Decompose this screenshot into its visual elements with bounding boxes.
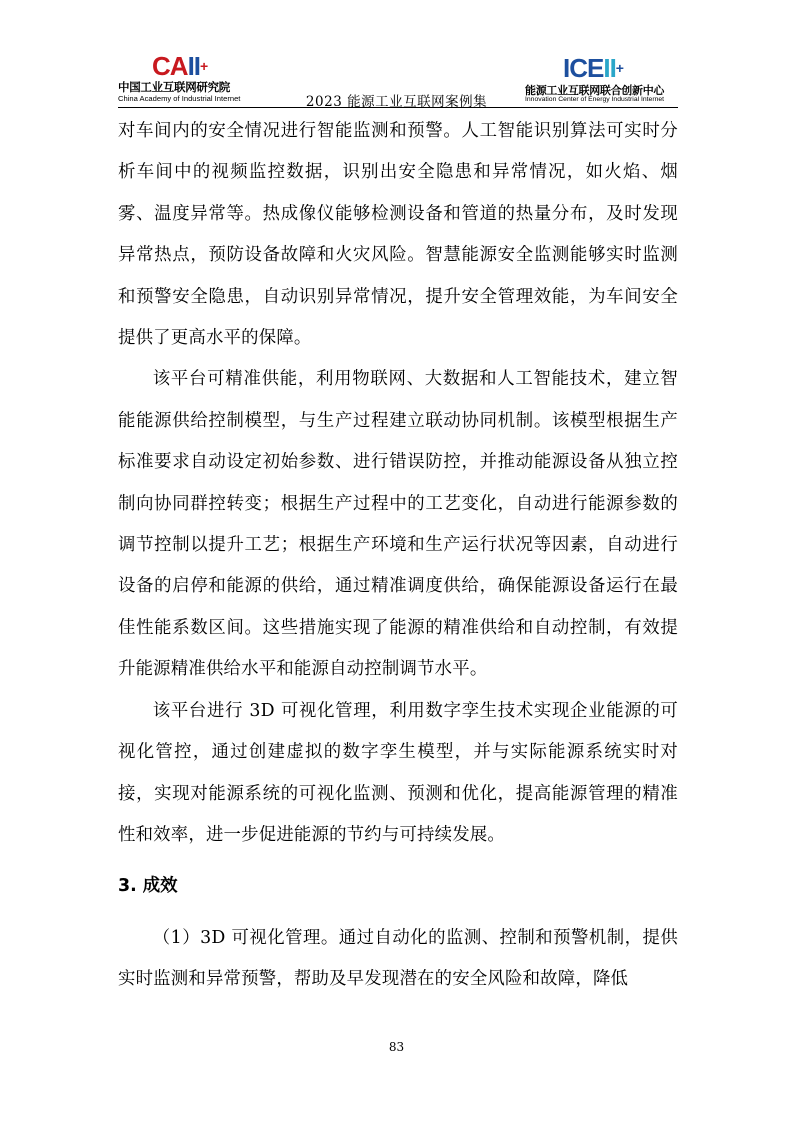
page-header	[0, 0, 793, 110]
caii-logo-plus: +	[200, 58, 208, 74]
caii-logo-mark-b: II	[187, 51, 201, 81]
section-heading-results: 3. 成效	[118, 876, 178, 897]
paragraph-safety-monitoring: 对车间内的安全情况进行智能监测和预警。人工智能识别算法可实时分析车间中的视频监控数据，识别出安全隐患和异常情况，如火焰、烟雾、温度异常等。热成像仪能够检测设备和管道的热量分布，及时发现异常热点，预防设备故障和火灾风险。智慧能源安全监测能够实时监测和预警安全隐患，自动识别异常情况，提升安全管理效能，为车间安全提供了更高水平的保障。	[118, 121, 678, 349]
page-number: 83	[388, 1040, 405, 1054]
iceii-logo-plus: +	[615, 60, 623, 76]
iceii-logo-en: Innovation Center of Energy Industrial Internet	[525, 96, 665, 103]
paragraph-3d-visualization: 该平台进行 3D 可视化管理，利用数字孪生技术实现企业能源的可视化管控，通过创建虚拟的数字孪生模型，并与实际能源系统实时对接，实现对能源系统的可视化监测、预测和优化，提高能源管理的精准性和效率，进一步促进能源的节约与可持续发展。	[118, 700, 678, 845]
caii-logo-en: China Academy of Industrial Internet	[118, 94, 241, 103]
iceii-logo-mark-a: ICE	[563, 53, 604, 83]
caii-logo-cn: 中国工业互联网研究院	[118, 80, 230, 94]
header-divider	[118, 107, 678, 108]
iceii-logo-mark-b: II	[603, 53, 616, 83]
paragraph-results-item-1: （1）3D 可视化管理。通过自动化的监测、控制和预警机制，提供实时监测和异常预警，帮助及早发现潜在的安全风险和故障，降低	[118, 927, 678, 990]
iceii-logo-cn: 能源工业互联网联合创新中心	[525, 84, 665, 97]
header-title: 2023 能源工业互联网案例集	[305, 94, 488, 110]
paragraph-precise-energy-supply: 该平台可精准供能，利用物联网、大数据和人工智能技术，建立智能能源供给控制模型，与生产过程建立联动协同机制。该模型根据生产标准要求自动设定初始参数、进行错误防控，并推动能源设备从独立控制向协同群控转变；根据生产过程中的工艺变化，自动进行能源参数的调节控制以提升工艺；根据生产环境和生产运行状况等因素，自动进行设备的启停和能源的供给，通过精准调度供给，确保能源设备运行在最佳性能系数区间。这些措施实现了能源的精准供给和自动控制，有效提升能源精准供给水平和能源自动控制调节水平。	[118, 369, 678, 680]
page-body	[118, 111, 678, 1001]
caii-logo-mark-a: CA	[152, 51, 188, 81]
